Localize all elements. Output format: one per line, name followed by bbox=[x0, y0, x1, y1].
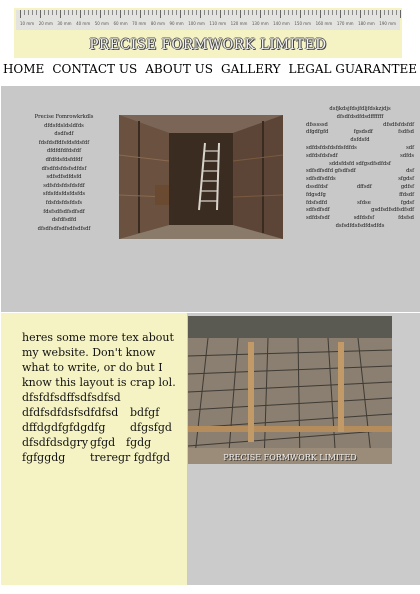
copy-line bbox=[22, 405, 180, 420]
copy-token: fgdg bbox=[126, 436, 152, 449]
ruler-tick bbox=[260, 10, 261, 18]
right-text-line bbox=[300, 106, 420, 114]
ruler-tick bbox=[288, 10, 289, 15]
ruler-label: 60 mm bbox=[113, 21, 128, 26]
right-text-token: dsfjkdsjfdsjfdljfdskzjdjs bbox=[329, 106, 391, 112]
ruler-tick bbox=[400, 10, 401, 18]
right-text-token: fdgsdfg bbox=[306, 191, 326, 198]
ruler-tick bbox=[52, 10, 53, 15]
right-text-token: sdfsdfsdfds bbox=[306, 176, 336, 183]
right-text-token: fdsfsd bbox=[398, 215, 414, 222]
right-text-token: sfgdsf bbox=[398, 176, 414, 183]
ruler-tick bbox=[132, 10, 133, 15]
right-text-line bbox=[300, 207, 420, 215]
ruler-tick bbox=[204, 10, 205, 15]
ruler-tick bbox=[268, 10, 269, 15]
copy-line bbox=[22, 450, 180, 465]
ruler-tick bbox=[72, 10, 73, 15]
ruler-tick bbox=[372, 10, 373, 15]
copy-token: dffdgdfgfdgdfg bbox=[22, 421, 106, 434]
ruler-label: 10 mm bbox=[20, 21, 35, 26]
right-text-token: sdfds bbox=[400, 152, 414, 159]
ruler-tick bbox=[360, 10, 361, 18]
ruler-tick bbox=[252, 10, 253, 15]
copy-token: dfsdfdsdgry bbox=[22, 436, 89, 449]
copy-token: gfgd bbox=[90, 436, 116, 449]
ruler-label: 20 mm bbox=[38, 21, 53, 26]
ruler-tick bbox=[264, 10, 265, 15]
ruler-tick bbox=[108, 10, 109, 15]
right-text-token: dsfdsfd bbox=[350, 137, 370, 144]
right-text-token: dsfsdfdsfsdfdsdfds bbox=[335, 222, 385, 229]
ruler-tick bbox=[304, 10, 305, 15]
ruler-tick bbox=[136, 10, 137, 15]
ruler-tick bbox=[300, 10, 301, 18]
right-text-token: dfgdfgfd bbox=[306, 129, 329, 136]
ruler-label: 150 mm bbox=[294, 21, 312, 26]
ruler-tick bbox=[380, 10, 381, 18]
left-text-line: dfsdfdsfdsfsdfdsf bbox=[41, 165, 87, 172]
ruler-tick bbox=[296, 10, 297, 15]
right-text-token: dfsdfdsdfdsdfffffff bbox=[336, 113, 384, 120]
ruler-tick bbox=[140, 10, 141, 18]
copy-token: bdfgf bbox=[130, 406, 160, 419]
right-text-line bbox=[300, 122, 420, 130]
right-text-token: fdsfsdfd bbox=[306, 199, 328, 206]
ruler-label: 140 mm bbox=[273, 21, 290, 26]
ruler-tick bbox=[24, 10, 25, 15]
ruler-tick bbox=[120, 10, 121, 18]
left-text-line: dfdfdsfdsfdfdf bbox=[45, 156, 83, 163]
right-text-line bbox=[300, 192, 420, 200]
nav-link-about-us[interactable]: ABOUT US bbox=[145, 62, 213, 76]
ruler-graphic bbox=[16, 10, 400, 30]
right-text-line bbox=[300, 176, 420, 184]
ruler-tick bbox=[216, 10, 217, 15]
left-text-line: fdsfsdfsdfsdfsdf bbox=[43, 208, 85, 215]
copy-token: dfdfsdfdsfsdfdfsd bbox=[22, 406, 119, 419]
ruler-label: 50 mm bbox=[94, 21, 109, 26]
right-text-line bbox=[300, 145, 420, 153]
ruler-tick bbox=[324, 10, 325, 15]
right-text-token: sdfsdfsdfd gfsdfsdf bbox=[306, 168, 356, 175]
ruler-tick bbox=[316, 10, 317, 15]
ruler-label: 40 mm bbox=[76, 21, 91, 26]
ruler-tick bbox=[144, 10, 145, 15]
ruler-tick bbox=[160, 10, 161, 18]
right-text-token: sdfdsfsdf bbox=[306, 215, 330, 222]
ruler-tick bbox=[176, 10, 177, 15]
ruler-label: 70 mm bbox=[132, 21, 147, 26]
ruler-tick bbox=[312, 10, 313, 15]
ruler-tick bbox=[248, 10, 249, 15]
right-text-line bbox=[300, 161, 420, 169]
ruler-tick bbox=[344, 10, 345, 15]
ruler-tick bbox=[116, 10, 117, 15]
right-text-token: fsdfsd bbox=[398, 129, 414, 136]
right-text-line bbox=[300, 168, 420, 176]
ruler-tick bbox=[332, 10, 333, 15]
ruler-label: 130 mm bbox=[251, 21, 269, 26]
ruler-tick bbox=[384, 10, 385, 15]
nav-link-contact-us[interactable]: CONTACT US bbox=[52, 62, 138, 76]
right-text-token: fgsdsdf bbox=[353, 129, 373, 136]
ruler-tick bbox=[276, 10, 277, 15]
right-text-token: gsdfsdfsdfsdfsdf bbox=[371, 207, 414, 214]
copy-token: dfsfdfsdffsdfsdfsd bbox=[22, 391, 121, 404]
ruler-tick bbox=[84, 10, 85, 15]
right-text-token: dssdfdsf bbox=[306, 183, 328, 190]
ruler-tick bbox=[336, 10, 337, 15]
ruler-tick bbox=[340, 10, 341, 18]
copy-line bbox=[22, 390, 180, 405]
ruler-tick bbox=[352, 10, 353, 15]
ruler-tick bbox=[148, 10, 149, 15]
ruler-tick bbox=[164, 10, 165, 15]
ruler-tick bbox=[328, 10, 329, 15]
left-text-line: fdsfdsfdsfdsfs bbox=[45, 199, 83, 206]
ruler-tick bbox=[224, 10, 225, 15]
ruler-tick bbox=[28, 10, 29, 15]
ruler-tick bbox=[364, 10, 365, 15]
ruler-tick bbox=[152, 10, 153, 15]
left-text-line: dsdfsdf bbox=[54, 131, 74, 138]
ruler-tick bbox=[44, 10, 45, 15]
ruler-label: 80 mm bbox=[150, 21, 165, 26]
left-text-line: dfsdfsdfsdfsdfsdfsdf bbox=[37, 225, 91, 232]
copy-token: dfgsfgd bbox=[130, 421, 172, 434]
ruler-labels bbox=[16, 21, 400, 26]
right-text-token: sddsfdsfd sdfgsdfsdfdsf bbox=[329, 160, 391, 167]
right-text-line bbox=[300, 153, 420, 161]
left-text-line: sdfsdfsdfdsfd bbox=[46, 174, 82, 181]
main-copy bbox=[22, 330, 180, 465]
ruler-tick bbox=[156, 10, 157, 15]
ruler-tick bbox=[124, 10, 125, 15]
ruler-tick bbox=[348, 10, 349, 15]
ruler-tick bbox=[392, 10, 393, 15]
ruler-tick bbox=[112, 10, 113, 15]
ruler-tick bbox=[88, 10, 89, 15]
formwork-shaft-photo bbox=[119, 115, 283, 239]
left-text-line: fdsfdsffdfsfdsfdsfdf bbox=[38, 139, 90, 146]
right-text-line bbox=[300, 223, 420, 231]
ruler-label: 180 mm bbox=[358, 21, 375, 26]
ruler-tick bbox=[20, 10, 21, 18]
ruler-tick bbox=[256, 10, 257, 15]
ruler-tick bbox=[48, 10, 49, 15]
ruler-label: 110 mm bbox=[209, 21, 227, 26]
ruler-tick bbox=[184, 10, 185, 15]
right-text-token: sfdse bbox=[357, 199, 371, 206]
ruler-label: 100 mm bbox=[188, 21, 205, 26]
ruler-tick bbox=[32, 10, 33, 15]
ruler-tick bbox=[228, 10, 229, 15]
ruler-tick bbox=[180, 10, 181, 18]
ruler-tick bbox=[104, 10, 105, 15]
ruler-tick bbox=[168, 10, 169, 15]
right-text-token: sdf bbox=[406, 144, 414, 151]
ruler-tick bbox=[36, 10, 37, 15]
copy-token: treregr fgdfgd bbox=[90, 451, 171, 464]
right-text-line bbox=[300, 129, 420, 137]
ruler-tick bbox=[220, 10, 221, 18]
ruler-tick bbox=[200, 10, 201, 18]
left-text-line: dfdsfdsldsldfds bbox=[44, 122, 84, 129]
nav-link-home[interactable]: HOME bbox=[2, 62, 45, 76]
ruler-tick bbox=[208, 10, 209, 15]
right-text-line bbox=[300, 215, 420, 223]
ruler-tick bbox=[100, 10, 101, 18]
ruler-tick bbox=[388, 10, 389, 15]
right-text-token: ffdsdf bbox=[399, 191, 414, 198]
ruler-tick bbox=[236, 10, 237, 15]
ruler-label: 120 mm bbox=[230, 21, 248, 26]
ruler-tick bbox=[192, 10, 193, 15]
ruler-label: 90 mm bbox=[169, 21, 184, 26]
ruler-tick bbox=[396, 10, 397, 15]
ruler-tick bbox=[196, 10, 197, 15]
ruler-tick bbox=[240, 10, 241, 18]
main-nav bbox=[0, 62, 420, 76]
right-text-token: dffsdf bbox=[356, 183, 372, 190]
ruler-tick bbox=[92, 10, 93, 15]
left-text-line: dfdfdfdfdsfdf bbox=[46, 148, 82, 155]
ruler-tick bbox=[212, 10, 213, 15]
ruler-tick bbox=[376, 10, 377, 15]
ruler-tick bbox=[308, 10, 309, 15]
ruler-tick bbox=[320, 10, 321, 18]
right-text-token: dsf bbox=[406, 168, 414, 175]
right-text-line bbox=[300, 200, 420, 208]
right-text-line bbox=[300, 184, 420, 192]
left-text-line: Precise Fomrowkrkdls bbox=[34, 114, 94, 120]
right-text-token: dfsssssd bbox=[306, 121, 328, 128]
right-text-line bbox=[300, 114, 420, 122]
copy-line bbox=[22, 435, 180, 450]
left-text-column bbox=[16, 113, 112, 233]
ruler-tick bbox=[292, 10, 293, 15]
ruler-label: 190 mm bbox=[379, 21, 396, 26]
ruler-tick bbox=[96, 10, 97, 15]
right-text-token: sdfdsfsf bbox=[353, 215, 375, 222]
ruler-tick bbox=[76, 10, 77, 15]
ruler-tick bbox=[284, 10, 285, 15]
left-text-line: sfdsfdsfdsfdsfds bbox=[42, 191, 86, 198]
ruler-tick bbox=[60, 10, 61, 18]
ruler-tick bbox=[356, 10, 357, 15]
ruler-tick bbox=[172, 10, 173, 15]
ruler-tick bbox=[40, 10, 41, 18]
right-text-column bbox=[300, 106, 420, 231]
ruler-tick bbox=[232, 10, 233, 15]
ruler-tick bbox=[64, 10, 65, 15]
ruler-tick bbox=[368, 10, 369, 15]
ruler-tick bbox=[272, 10, 273, 15]
ruler-tick bbox=[68, 10, 69, 15]
copy-token: fgfggdg bbox=[22, 451, 66, 464]
ruler-label: 30 mm bbox=[57, 21, 72, 26]
right-text-token: fgdsf bbox=[400, 199, 414, 206]
copy-line bbox=[22, 420, 180, 435]
ruler-tick bbox=[280, 10, 281, 18]
ruler-label: 160 mm bbox=[315, 21, 333, 26]
ruler-tick bbox=[244, 10, 245, 15]
right-text-token: sdfsdfsdf bbox=[306, 207, 330, 214]
right-text-token: sdfdsfdsfsdf bbox=[306, 152, 338, 159]
ruler-label: 170 mm bbox=[336, 21, 354, 26]
left-text-line: dsfdfsdfd bbox=[51, 217, 77, 224]
ruler-tick bbox=[80, 10, 81, 18]
right-text-token: dfsdfsfdsfdf bbox=[383, 121, 414, 128]
right-text-line bbox=[300, 137, 420, 145]
intro-paragraph: heres some more tex about my website. Don't know what to write, or do but I know this layout is crap lol. bbox=[22, 331, 176, 389]
ruler-tick bbox=[188, 10, 189, 15]
left-text-line: sdfsfdsfdsfdsfdf bbox=[43, 182, 85, 189]
right-text-token: gdfsf bbox=[400, 183, 414, 190]
site-title: PRECISE FORMWORK LIMITED bbox=[89, 37, 327, 53]
ruler-tick bbox=[128, 10, 129, 15]
right-text-token: sdfdsfdsfdsfdsfdfds bbox=[306, 144, 357, 151]
nav-link-gallery[interactable]: GALLERY bbox=[221, 62, 281, 76]
rebar-formwork-photo bbox=[188, 316, 392, 464]
ruler-tick bbox=[56, 10, 57, 15]
nav-link-legal-guarantee[interactable]: LEGAL GUARANTEE bbox=[288, 62, 418, 76]
header-banner bbox=[14, 8, 402, 58]
photo-watermark: PRECISE FORMWORK LIMITED bbox=[223, 453, 357, 462]
